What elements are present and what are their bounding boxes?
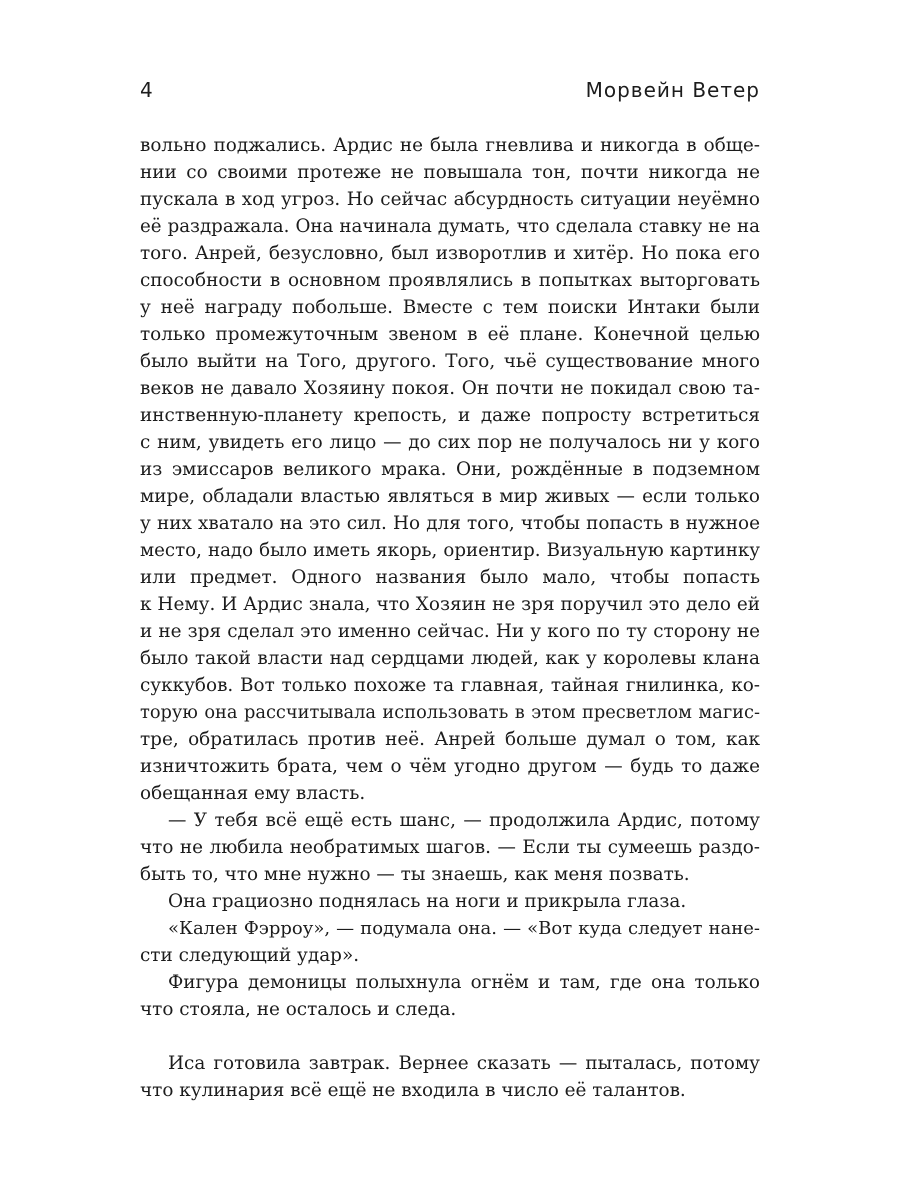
text-line: к Нему. И Ардис знала, что Хозяин не зря поручил это дело ей <box>140 594 760 615</box>
text-line: что не любила необратимых шагов. — Если ты сумеешь раздо- <box>140 837 760 858</box>
text-line: обещанная ему власть. <box>140 783 366 804</box>
text-line: было такой власти над сердцами людей, как у королевы клана <box>140 648 760 669</box>
text-line: и не зря сделал это именно сейчас. Ни у кого по ту сторону не <box>140 621 760 642</box>
text-line: Иса готовила завтрак. Вернее сказать — пыталась, потому <box>168 1053 760 1074</box>
scene-break <box>140 1023 760 1050</box>
text-line: мире, обладали властью являться в мир живых — если только <box>140 486 760 507</box>
text-line: быть то, что мне нужно — ты знаешь, как меня позвать. <box>140 864 690 885</box>
text-line: вольно поджались. Ардис не была гневлива и никогда в обще- <box>140 135 760 156</box>
text-line: место, надо было иметь якорь, ориентир. Визуальную картинку <box>140 540 760 561</box>
text-line: Она грациозно поднялась на ноги и прикрыла глаза. <box>168 891 687 912</box>
text-line: у неё награду побольше. Вместе с тем поиски Интаки были <box>140 297 760 318</box>
text-line: «Кален Фэрроу», — подумала она. — «Вот куда следует нане- <box>168 918 760 939</box>
text-line: что стояла, не осталось и следа. <box>140 999 457 1020</box>
text-line: с ним, увидеть его лицо — до сих пор не получалось ни у кого <box>140 432 760 453</box>
running-head-author: Морвейн Ветер <box>585 78 760 102</box>
text-line: из эмиссаров великого мрака. Они, рождённые в подземном <box>140 459 760 480</box>
text-line: Фигура демоницы полыхнула огнём и там, где она только <box>168 972 760 993</box>
text-line: у них хватало на это сил. Но для того, чтобы попасть в нужное <box>140 513 760 534</box>
text-line: что кулинария всё ещё не входила в число её талантов. <box>140 1080 686 1101</box>
text-line: способности в основном проявлялись в попытках выторговать <box>140 270 760 291</box>
text-line: — У тебя всё ещё есть шанс, — продолжила Ардис, потому <box>168 810 760 831</box>
body-text <box>140 132 760 1104</box>
text-line: торую она рассчитывала использовать в этом пресветлом магис- <box>140 702 760 723</box>
text-line: пускала в ход угроз. Но сейчас абсурдность ситуации неуёмно <box>140 189 760 210</box>
text-line: или предмет. Одного названия было мало, чтобы попасть <box>140 567 760 588</box>
text-line: только промежуточным звеном в её плане. Конечной целью <box>140 324 760 345</box>
page-number: 4 <box>140 78 153 102</box>
text-line: тре, обратилась против неё. Анрей больше думал о том, как <box>140 729 760 750</box>
text-line: её раздражала. Она начинала думать, что сделала ставку не на <box>140 216 760 237</box>
text-line: инственную-планету крепость, и даже попросту встретиться <box>140 405 760 426</box>
text-line: сти следующий удар». <box>140 945 360 966</box>
text-line: изничтожить брата, чем о чём угодно другом — будь то даже <box>140 756 760 777</box>
text-line: того. Анрей, безусловно, был изворотлив и хитёр. Но пока его <box>140 243 760 264</box>
text-line: веков не давало Хозяину покоя. Он почти не покидал свою та- <box>140 378 760 399</box>
text-line: было выйти на Того, другого. Того, чьё существование много <box>140 351 760 372</box>
text-line: суккубов. Вот только похоже та главная, тайная гнилинка, ко- <box>140 675 760 696</box>
text-line: нии со своими протеже не повышала тон, почти никогда не <box>140 162 760 183</box>
